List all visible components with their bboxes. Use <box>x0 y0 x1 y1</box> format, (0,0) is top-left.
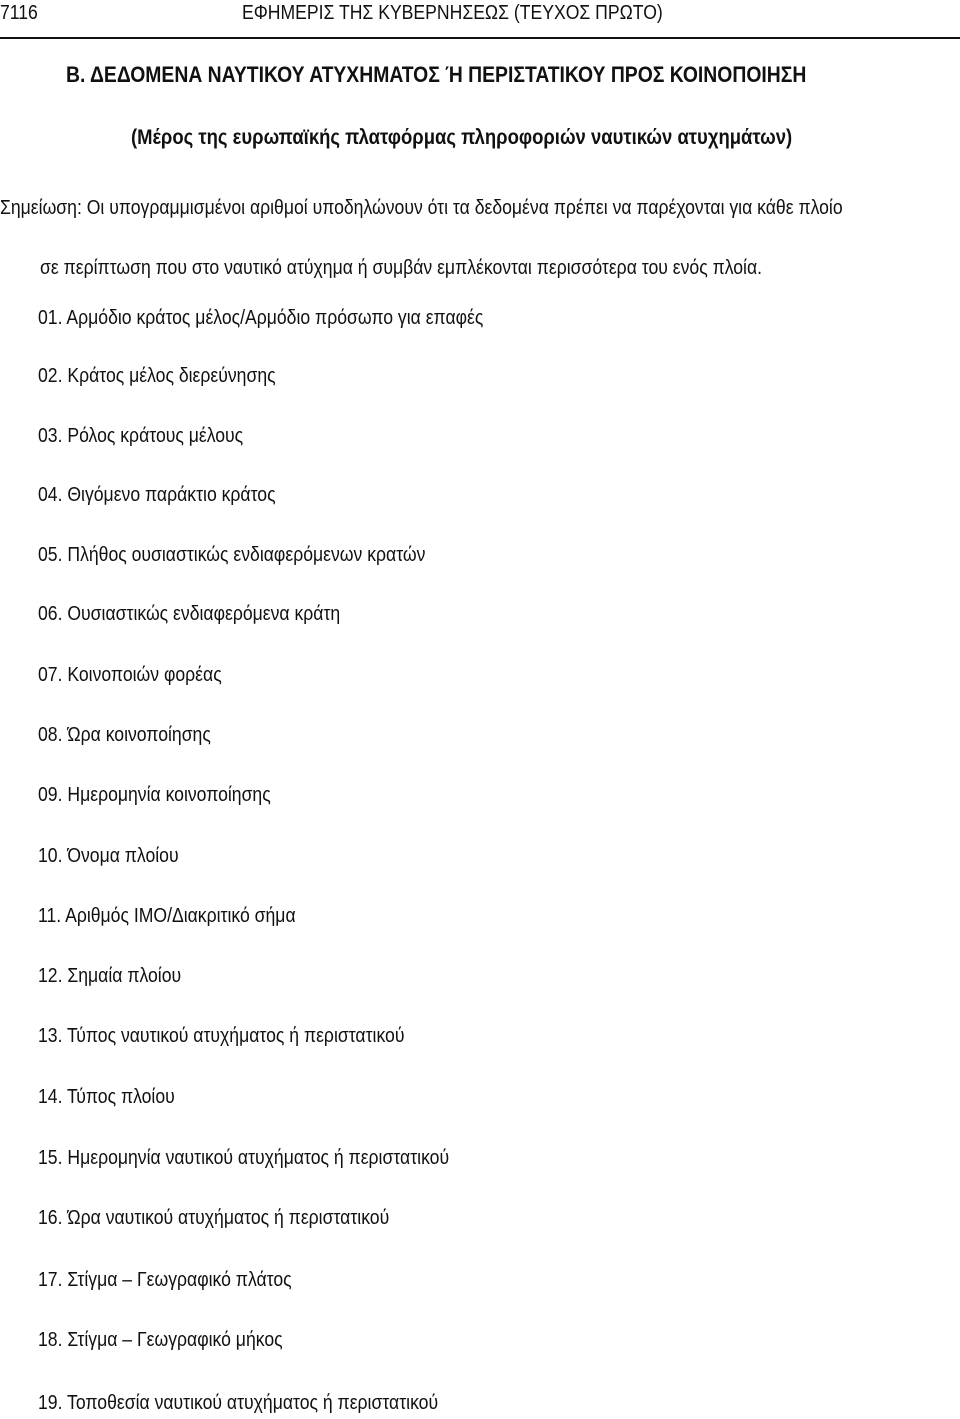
note-paragraph-line-1 <box>0 195 958 221</box>
journal-header-title-text: ΕΦΗΜΕΡΙΣ ΤΗΣ ΚΥΒΕΡΝΗΣΕΩΣ (ΤΕΥΧΟΣ ΠΡΩΤΟ) <box>242 2 663 24</box>
list-item <box>38 1390 493 1416</box>
item-label: Τύπος ναυτικού ατυχήματος ή περιστατικού <box>67 1025 405 1047</box>
item-label: Κοινοποιών φορέας <box>67 664 222 686</box>
list-item <box>38 782 302 808</box>
item-number: 12. <box>38 965 63 987</box>
item-label: Αριθμός ΙΜΟ/Διακριτικό σήμα <box>65 905 296 927</box>
item-number: 02. <box>38 365 63 387</box>
section-title-text: Β. ΔΕΔΟΜΕΝΑ ΝΑΥΤΙΚΟΥ ΑΤΥΧΗΜΑΤΟΣ Ή ΠΕΡΙΣΤΑΤΙΚΟΥ ΠΡΟΣ ΚΟΙΝΟΠΟΙΗΣΗ <box>66 62 807 87</box>
item-label: Ημερομηνία ναυτικού ατυχήματος ή περιστατικού <box>67 1147 450 1169</box>
item-number: 10. <box>38 845 63 867</box>
item-number: 17. <box>38 1269 63 1291</box>
list-item <box>38 1267 326 1293</box>
item-label: Θιγόμενο παράκτιο κράτος <box>67 484 276 506</box>
item-label: Ώρα κοινοποίησης <box>67 724 211 746</box>
item-number: 04. <box>38 484 63 506</box>
item-number: 05. <box>38 544 63 566</box>
list-item <box>38 1205 437 1231</box>
section-title <box>66 61 907 89</box>
section-subtitle-text: (Μέρος της ευρωπαϊκής πλατφόρμας πληροφοριών ναυτικών ατυχημάτων) <box>131 126 793 149</box>
list-item <box>38 482 308 508</box>
list-item <box>38 363 308 389</box>
item-label: Τοποθεσία ναυτικού ατυχήματος ή περιστατικού <box>67 1392 439 1414</box>
item-number: 18. <box>38 1329 63 1351</box>
item-label: Στίγμα – Γεωγραφικό πλάτος <box>67 1269 292 1291</box>
item-number: 07. <box>38 664 63 686</box>
page-number <box>0 1 43 25</box>
note-paragraph-line-2 <box>40 255 860 281</box>
item-label: Κράτος μέλος διερεύνησης <box>67 365 276 387</box>
item-number: 14. <box>38 1086 63 1108</box>
item-label: Ημερομηνία κοινοποίησης <box>67 784 271 806</box>
page-number-text: 7116 <box>0 2 38 24</box>
list-item <box>38 662 247 688</box>
item-label: Τύπος πλοίου <box>67 1086 175 1108</box>
item-label: Πλήθος ουσιαστικώς ενδιαφερόμενων κρατών <box>67 544 426 566</box>
list-item <box>38 722 234 748</box>
list-item <box>38 963 201 989</box>
item-number: 11. <box>38 905 62 927</box>
note-text-1: Σημείωση: Οι υπογραμμισμένοι αριθμοί υποδηλώνουν ότι τα δεδομένα πρέπει να παρέχονται για κάθε πλοίο <box>0 197 843 219</box>
item-number: 16. <box>38 1207 63 1229</box>
item-label: Σημαία πλοίου <box>67 965 182 987</box>
journal-header-title <box>242 1 720 25</box>
list-item <box>38 1145 505 1171</box>
list-item <box>38 423 271 449</box>
item-label: Αρμόδιο κράτος μέλος/Αρμόδιο πρόσωπο για επαφές <box>66 307 484 329</box>
item-number: 15. <box>38 1147 63 1169</box>
list-item <box>38 843 198 869</box>
list-item <box>38 1023 454 1049</box>
list-item <box>38 601 381 627</box>
header-divider <box>0 37 960 39</box>
item-number: 09. <box>38 784 63 806</box>
list-item <box>38 903 331 929</box>
item-number: 06. <box>38 603 63 625</box>
item-number: 08. <box>38 724 63 746</box>
list-item <box>38 1084 193 1110</box>
list-item <box>38 542 478 568</box>
item-number: 01. <box>38 307 63 329</box>
list-item <box>38 1327 316 1353</box>
list-item <box>38 305 544 331</box>
item-number: 19. <box>38 1392 63 1414</box>
section-subtitle <box>131 125 882 151</box>
item-number: 13. <box>38 1025 63 1047</box>
item-label: Ρόλος κράτους μέλους <box>67 425 244 447</box>
item-label: Όνομα πλοίου <box>67 845 179 867</box>
item-label: Στίγμα – Γεωγραφικό μήκος <box>67 1329 283 1351</box>
note-text-2: σε περίπτωση που στο ναυτικό ατύχημα ή συμβάν εμπλέκονται περισσότερα του ενός πλοία. <box>40 257 763 279</box>
item-label: Ουσιαστικώς ενδιαφερόμενα κράτη <box>67 603 341 625</box>
item-number: 03. <box>38 425 63 447</box>
item-label: Ώρα ναυτικού ατυχήματος ή περιστατικού <box>67 1207 390 1229</box>
